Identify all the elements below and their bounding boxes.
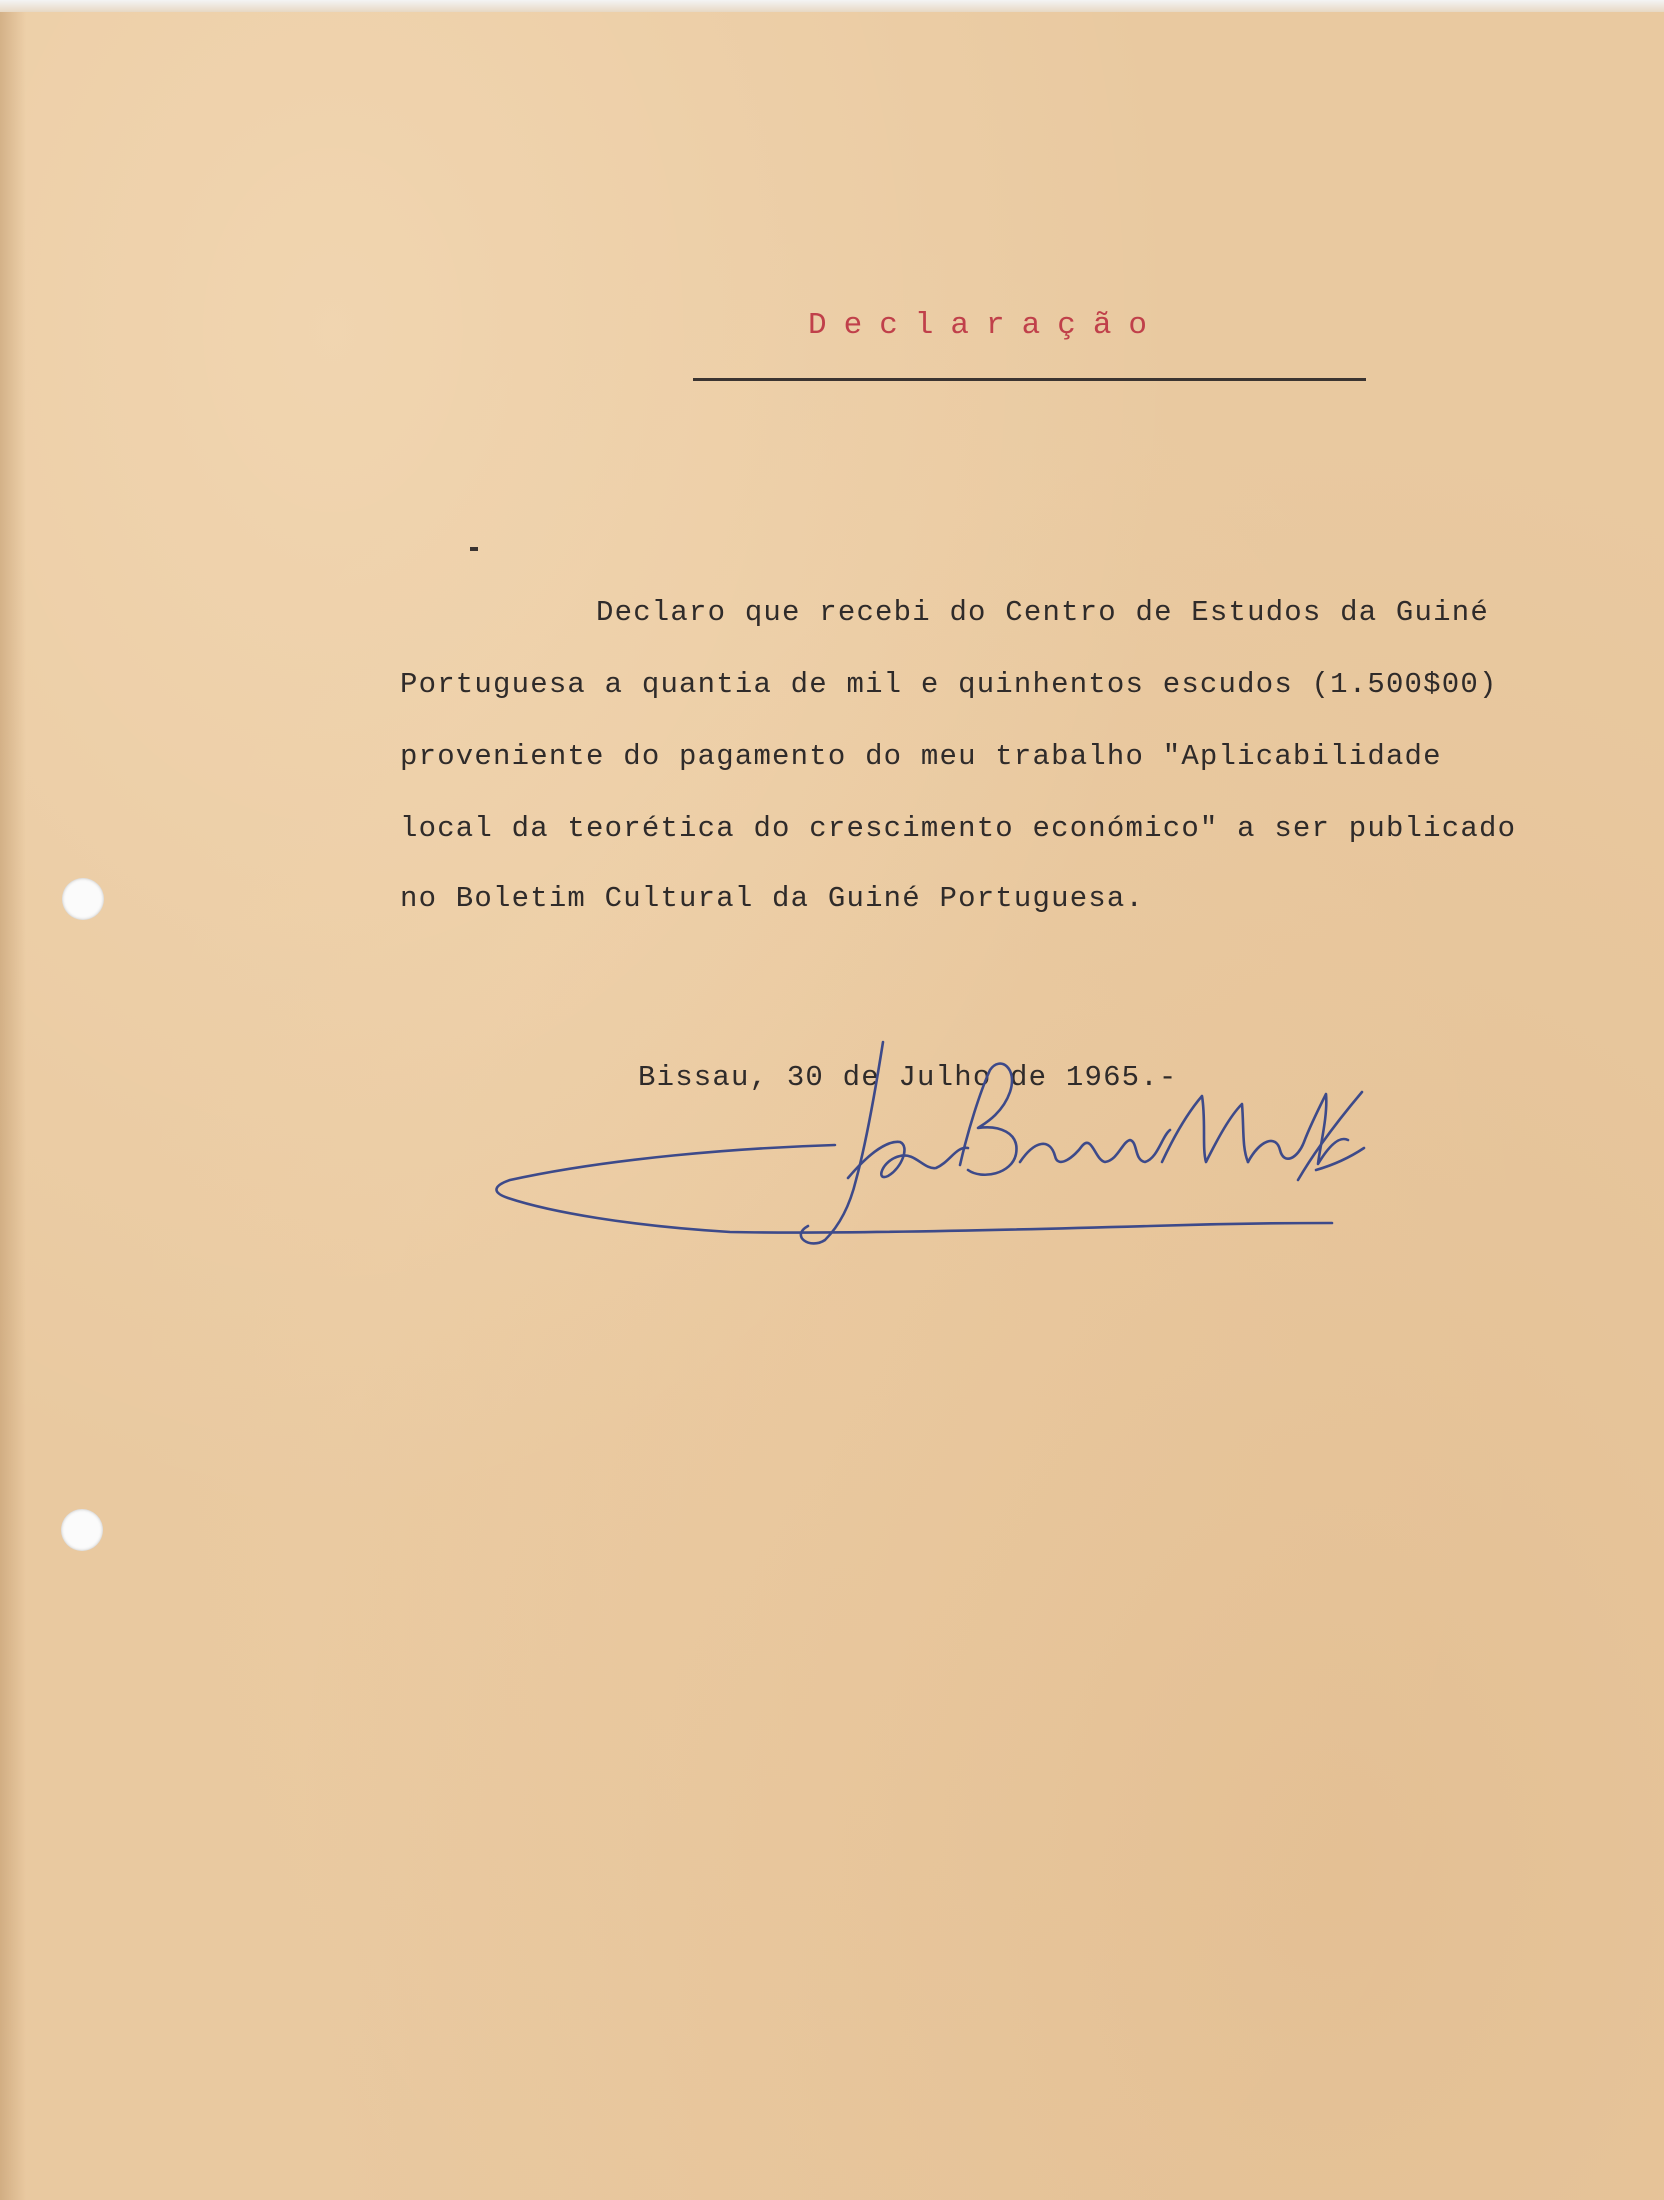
paper-left-edge <box>0 12 26 2200</box>
stray-typed-mark <box>470 547 478 551</box>
punch-hole-lower <box>61 1509 103 1551</box>
document-title: Declaração <box>808 308 1165 343</box>
body-line-2: Portuguesa a quantia de mil e quinhentos escudos (1.500$00) <box>400 668 1498 701</box>
body-line-5: no Boletim Cultural da Guiné Portuguesa. <box>400 882 1145 915</box>
body-line-4: local da teorética do crescimento económico" a ser publicado <box>400 812 1517 845</box>
body-line-3: proveniente do pagamento do meu trabalho "Aplicabilidade <box>400 740 1442 773</box>
scan-top-edge <box>0 0 1664 12</box>
handwritten-signature <box>490 1030 1370 1260</box>
title-underline <box>693 378 1366 381</box>
body-line-1: Declaro que recebi do Centro de Estudos da Guiné <box>596 596 1489 629</box>
date-line: Bissau, 30 de Julho de 1965.- <box>638 1061 1178 1094</box>
punch-hole-upper <box>62 878 104 920</box>
